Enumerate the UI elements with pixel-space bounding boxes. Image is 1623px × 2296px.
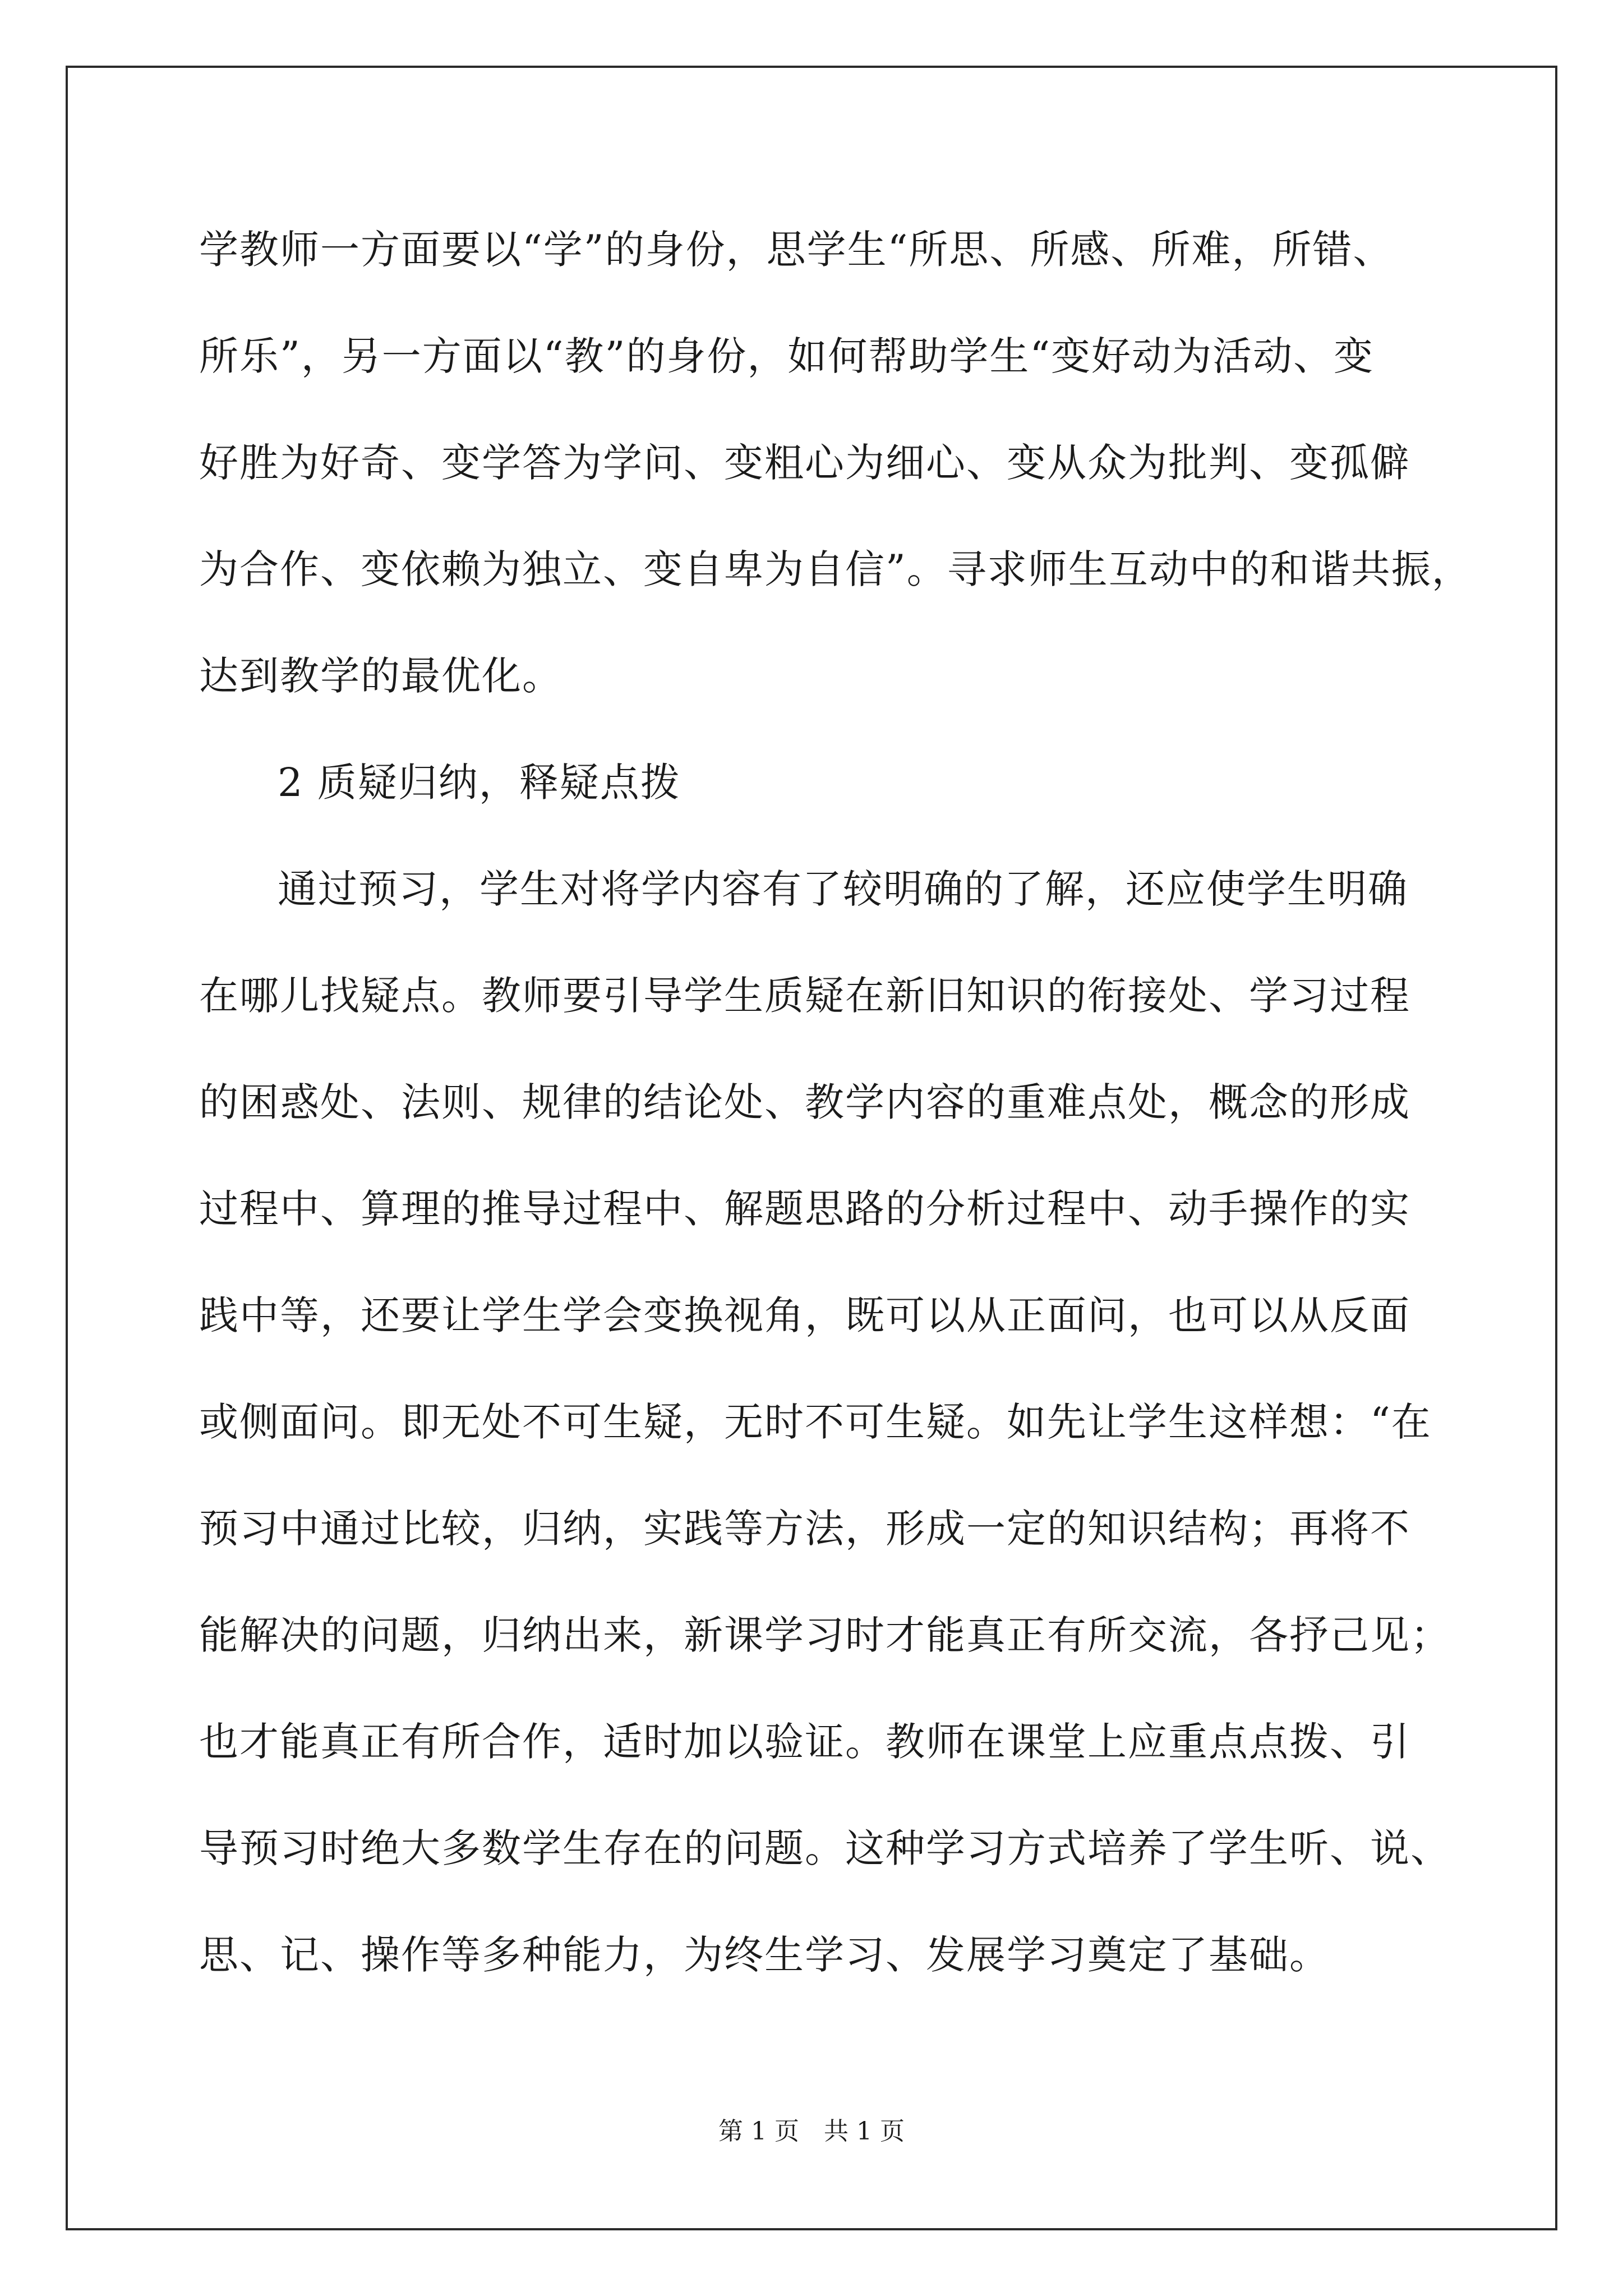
text-line: 思、记、操作等多种能力，为终生学习、发展学习奠定了基础。 — [199, 1932, 1330, 1978]
text-line: 或侧面问。即无处不可生疑，无时不可生疑。如先让学生这样想：“在 — [199, 1399, 1432, 1445]
page-footer: 第 1 页 共 1 页 — [718, 2117, 905, 2146]
text-line: 的困惑处、法则、规律的结论处、教学内容的重难点处，概念的形成 — [199, 1079, 1410, 1125]
text-line: 好胜为好奇、变学答为学问、变粗心为细心、变从众为批判、变孤僻 — [199, 440, 1410, 486]
text-line: 能解决的问题，归纳出来，新课学习时才能真正有所交流，各抒己见； — [199, 1612, 1451, 1658]
text-line: 达到教学的最优化。 — [199, 653, 562, 699]
document-body — [199, 196, 1472, 2008]
text-line: 通过预习，学生对将学内容有了较明确的了解，还应使学生明确 — [278, 866, 1408, 912]
text-line: 所乐”，另一方面以“教”的身份，如何帮助学生“变好动为活动、变 — [199, 333, 1375, 379]
text-line: 导预习时绝大多数学生存在的问题。这种学习方式培养了学生听、说、 — [199, 1825, 1451, 1871]
text-line: 为合作、变依赖为独立、变自卑为自信”。寻求师生互动中的和谐共振， — [199, 546, 1472, 592]
text-line: 学教师一方面要以“学”的身份，思学生“所思、所感、所难，所错、 — [199, 227, 1394, 273]
section-heading: 2 质疑归纳，释疑点拨 — [278, 760, 681, 806]
text-line: 预习中通过比较，归纳，实践等方法，形成一定的知识结构；再将不 — [199, 1506, 1410, 1552]
text-line: 践中等，还要让学生学会变换视角，既可以从正面问，也可以从反面 — [199, 1292, 1410, 1338]
text-line: 过程中、算理的推导过程中、解题思路的分析过程中、动手操作的实 — [199, 1186, 1410, 1232]
text-line: 也才能真正有所合作，适时加以验证。教师在课堂上应重点点拨、引 — [199, 1719, 1410, 1765]
text-line: 在哪儿找疑点。教师要引导学生质疑在新旧知识的衔接处、学习过程 — [199, 973, 1410, 1019]
